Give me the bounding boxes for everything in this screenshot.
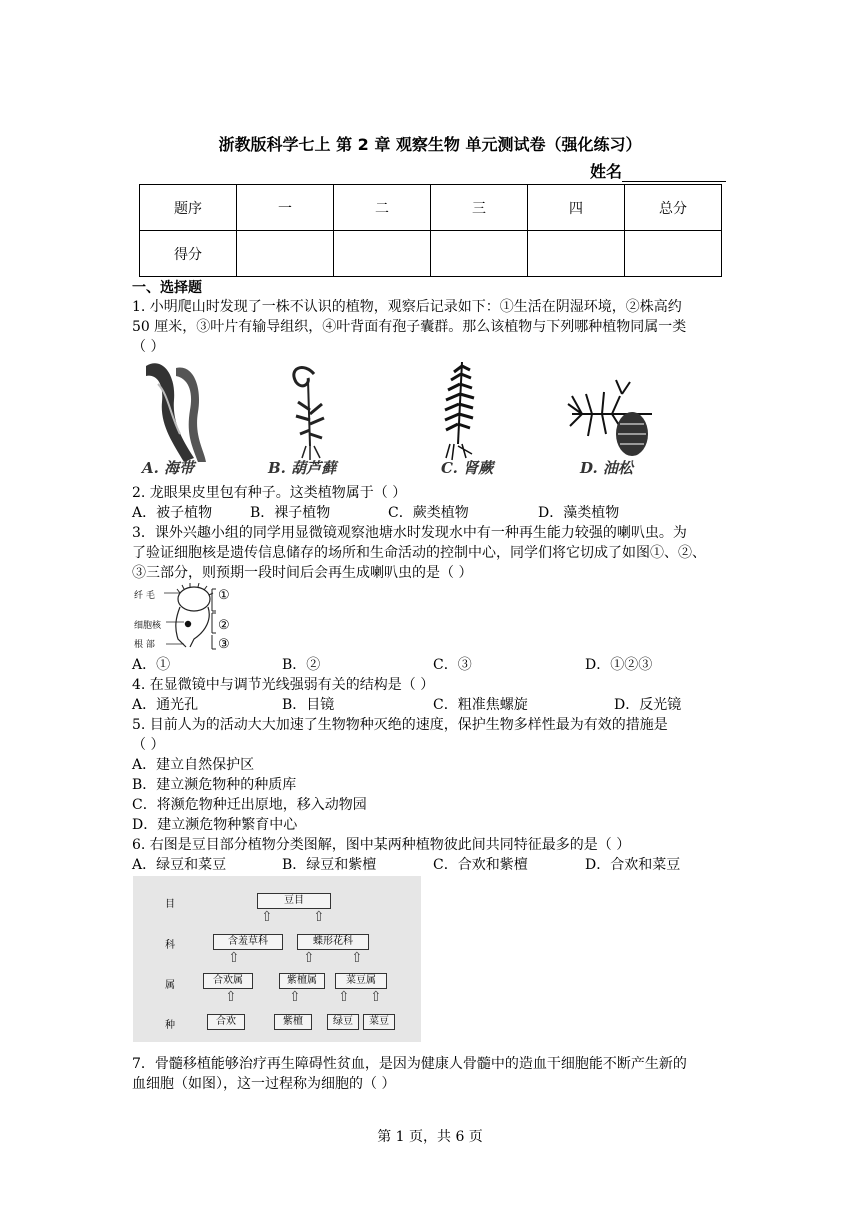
score-cell[interactable]: [431, 231, 528, 277]
q2-option-d[interactable]: D．藻类植物: [538, 505, 620, 521]
arrow-up-icon: ⇧: [313, 909, 325, 925]
q5-option-c[interactable]: C．将濒危物种迁出原地，移入动物园: [132, 797, 367, 813]
score-cell[interactable]: [334, 231, 431, 277]
q3-option-d[interactable]: D．①②③: [585, 657, 653, 673]
score-header-cell: 总分: [625, 185, 722, 231]
score-header-cell: 一: [237, 185, 334, 231]
pine-image: [568, 380, 652, 456]
q4-stem: 4. 在显微镜中与调节光线强弱有关的结构是（ ）: [132, 677, 435, 693]
family-box: 含羞草科: [213, 934, 283, 950]
q5-option-b[interactable]: B．建立濒危物种的种质库: [132, 777, 297, 793]
kelp-image: [146, 363, 206, 462]
score-row-label: 得分: [140, 231, 237, 277]
q3-option-a[interactable]: A．①: [132, 657, 171, 673]
name-label: 姓名: [590, 162, 623, 181]
q5-line1: 5. 目前人为的活动大大加速了生物物种灭绝的速度，保护生物多样性最为有效的措施是: [132, 717, 668, 733]
name-blank: [622, 164, 726, 182]
q2-option-c[interactable]: C．蕨类植物: [388, 505, 469, 521]
score-table: [139, 184, 722, 277]
species-box: 绿豆: [327, 1014, 359, 1030]
genus-box: 紫檀属: [279, 973, 325, 989]
arrow-up-icon: ⇧: [370, 989, 382, 1005]
species-box: 紫檀: [274, 1014, 312, 1030]
q3-line1: 3．课外兴趣小组的同学用显微镜观察池塘水时发现水中有一种再生能力较强的喇叭虫。为: [132, 525, 687, 541]
q6-stem: 6. 右图是豆目部分植物分类图解，图中某两种植物彼此间共同特征最多的是（ ）: [132, 837, 631, 853]
arrow-up-icon: ⇧: [338, 989, 350, 1005]
score-table-header-row: [140, 185, 722, 231]
q3-option-c[interactable]: C．③: [433, 657, 472, 673]
score-header-cell: 二: [334, 185, 431, 231]
rank-species: 种: [165, 1020, 175, 1031]
q3-line2: 了验证细胞核是遗传信息储存的场所和生命活动的控制中心，同学们将它切成了如图①、②、: [132, 545, 706, 561]
score-cell[interactable]: [237, 231, 334, 277]
q5-option-a[interactable]: A．建立自然保护区: [132, 757, 255, 773]
figure-label-cilia: 纤 毛: [134, 591, 155, 601]
rank-family: 科: [165, 940, 175, 951]
section-heading: 一、选择题: [132, 280, 202, 296]
q5-option-d[interactable]: D．建立濒危物种繁育中心: [132, 817, 298, 833]
score-table-score-row: [140, 231, 722, 277]
q7-line1: 7．骨髓移植能够治疗再生障碍性贫血，是因为健康人骨髓中的造血干细胞能不断产生新的: [132, 1056, 687, 1072]
q4-option-b[interactable]: B．目镜: [282, 697, 335, 713]
figure-mark-2: ②: [218, 618, 230, 633]
score-cell[interactable]: [625, 231, 722, 277]
species-box: 菜豆: [363, 1014, 395, 1030]
q7-line2: 血细胞（如图），这一过程称为细胞的（ ）: [132, 1076, 396, 1092]
q3-option-b[interactable]: B．②: [282, 657, 321, 673]
order-box: 豆目: [257, 893, 331, 909]
q2-option-b[interactable]: B．裸子植物: [250, 505, 331, 521]
arrow-up-icon: ⇧: [289, 989, 301, 1005]
classification-diagram: [133, 876, 421, 1042]
q2-option-a[interactable]: A．被子植物: [132, 505, 213, 521]
q1-line2: 50 厘米，③叶片有输导组织，④叶背面有孢子囊群。那么该植物与下列哪种植物同属一类: [132, 319, 687, 335]
genus-box: 菜豆属: [335, 973, 387, 989]
q2-stem: 2. 龙眼果皮里包有种子。这类植物属于（ ）: [132, 485, 407, 501]
option-d-caption: D. 油松: [580, 459, 633, 477]
arrow-up-icon: ⇧: [351, 950, 363, 966]
q4-option-c[interactable]: C．粗准焦螺旋: [433, 697, 528, 713]
rank-genus: 属: [165, 980, 175, 991]
liverwort-image: [294, 368, 324, 460]
page-footer: 第 1 页，共 6 页: [377, 1129, 483, 1145]
q1-line1: 1. 小明爬山时发现了一株不认识的植物，观察后记录如下：①生活在阴湿环境，②株高约: [132, 299, 682, 315]
arrow-up-icon: ⇧: [261, 909, 273, 925]
q6-option-d[interactable]: D．合欢和菜豆: [585, 857, 681, 873]
q3-line3: ③三部分，则预期一段时间后会再生成喇叭虫的是（ ）: [132, 565, 473, 581]
genus-box: 合欢属: [203, 973, 253, 989]
rank-order: 目: [165, 899, 175, 910]
arrow-up-icon: ⇧: [225, 989, 237, 1005]
figure-label-nucleus: 细胞核: [134, 621, 162, 631]
q6-option-c[interactable]: C．合欢和紫檀: [433, 857, 528, 873]
figure-label-root: 根 部: [134, 640, 155, 650]
option-b-caption: B. 葫芦藓: [268, 459, 337, 477]
q5-line2: （ ）: [132, 737, 165, 753]
score-header-cell: 四: [528, 185, 625, 231]
name-field: [590, 159, 726, 182]
figure-mark-1: ①: [218, 588, 230, 603]
q6-option-b[interactable]: B．绿豆和紫檀: [282, 857, 377, 873]
score-header-cell: 题序: [140, 185, 237, 231]
q6-option-a[interactable]: A．绿豆和菜豆: [132, 857, 227, 873]
figure-nucleus: [185, 621, 191, 627]
fern-image: [445, 362, 474, 460]
option-a-caption: A. 海带: [142, 459, 195, 477]
score-header-cell: 三: [431, 185, 528, 231]
family-box: 蝶形花科: [297, 934, 369, 950]
option-c-caption: C. 肾蕨: [441, 459, 494, 477]
q1-line3: （ ）: [132, 339, 165, 355]
score-cell[interactable]: [528, 231, 625, 277]
species-box: 合欢: [207, 1014, 245, 1030]
figure-cilia-head: [178, 587, 210, 611]
arrow-up-icon: ⇧: [228, 950, 240, 966]
arrow-up-icon: ⇧: [303, 950, 315, 966]
q4-option-a[interactable]: A．通光孔: [132, 697, 199, 713]
q4-option-d[interactable]: D．反光镜: [614, 697, 682, 713]
exam-title: 浙教版科学七上 第 2 章 观察生物 单元测试卷（强化练习）: [218, 135, 642, 154]
figure-mark-3: ③: [218, 637, 230, 652]
